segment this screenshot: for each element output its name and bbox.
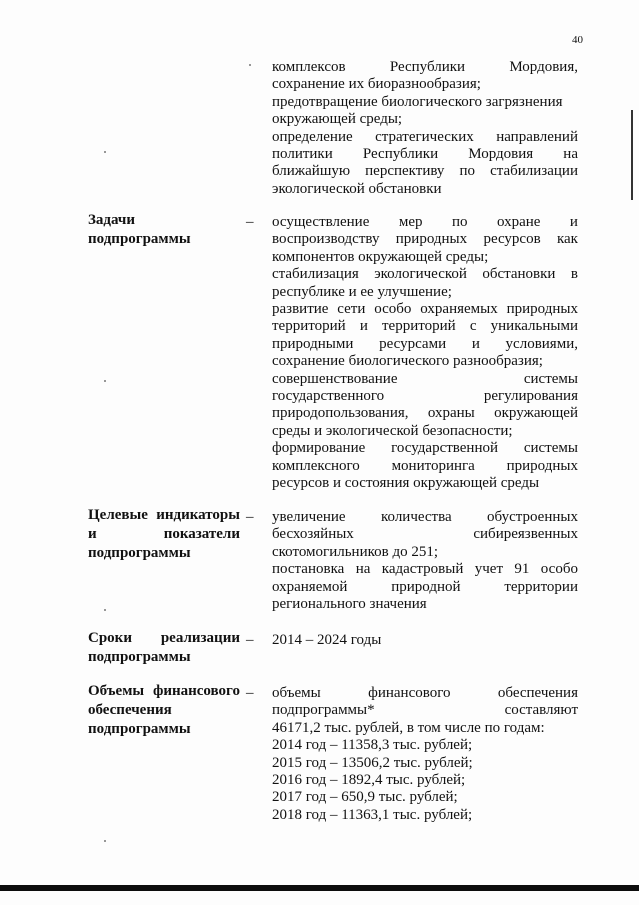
section-content-line xyxy=(272,301,578,318)
section-dash: – xyxy=(246,509,254,525)
section-content-line xyxy=(272,755,578,772)
section-label-line xyxy=(88,231,191,248)
word: осуществление xyxy=(272,214,370,230)
intro-line xyxy=(272,94,578,111)
label-word: подпрограммы xyxy=(88,649,191,665)
label-word: Задачи xyxy=(88,212,136,228)
section-content-line xyxy=(272,440,578,457)
label-word: индикаторы xyxy=(156,507,240,523)
section-dash: – xyxy=(246,214,254,230)
intro-line xyxy=(272,111,578,128)
section-content-line xyxy=(272,596,578,613)
section-content-line xyxy=(272,214,578,231)
label-word: подпрограммы xyxy=(88,721,191,737)
word: скотомогильников до 251; xyxy=(272,543,439,560)
word: объемы xyxy=(272,685,321,701)
word: и xyxy=(569,214,578,230)
word: сибиреязвенных xyxy=(473,526,578,543)
word: природными xyxy=(272,335,354,352)
section-content-line xyxy=(272,405,578,422)
label-word: Целевые xyxy=(88,507,148,523)
word: природных xyxy=(506,457,578,474)
section-dash: – xyxy=(246,632,254,648)
section-label-line xyxy=(88,212,135,229)
word: 2018 год – 11363,1 тыс. рублей; xyxy=(272,806,473,823)
word: направлений xyxy=(496,128,578,145)
section-content-line xyxy=(272,318,578,335)
word: и xyxy=(471,335,480,352)
word: 2017 год – 650,9 тыс. рублей; xyxy=(272,789,458,806)
section-content-line xyxy=(272,509,578,526)
label-word: показатели xyxy=(163,526,240,542)
word: на xyxy=(563,146,578,162)
section-content-line xyxy=(272,561,578,578)
word: территории xyxy=(504,578,578,595)
word: как xyxy=(556,231,578,248)
word: 2014 – 2024 годы xyxy=(272,632,382,648)
word: природных xyxy=(506,301,578,317)
word: Мордовия xyxy=(468,146,534,162)
section-content-line xyxy=(272,475,578,492)
word: природных xyxy=(395,231,468,248)
word: кадастровый xyxy=(381,561,464,578)
word: 2014 год – 11358,3 тыс. рублей; xyxy=(272,737,473,754)
word: экологической xyxy=(374,266,467,283)
word: 2015 год – 13506,2 тыс. рублей; xyxy=(272,754,473,771)
word: Республики xyxy=(362,146,439,162)
word: системы xyxy=(523,370,578,387)
word: ресурсов и состояния окружающей среды xyxy=(272,475,540,491)
label-word: и xyxy=(88,526,97,542)
section-content-line xyxy=(272,632,578,649)
word: мер xyxy=(398,214,423,230)
word: формирование xyxy=(272,440,366,457)
right-edge-shadow xyxy=(631,110,633,200)
word: воспроизводству xyxy=(272,231,380,248)
word: уникальными xyxy=(490,318,578,335)
word: территорий xyxy=(382,318,456,335)
label-word: подпрограммы xyxy=(88,545,191,561)
section-label-line xyxy=(88,507,240,524)
word: республике и ее улучшение; xyxy=(272,283,452,300)
page-number: 40 xyxy=(572,34,583,46)
word: перспективу xyxy=(365,163,445,180)
word: развитие xyxy=(272,301,329,317)
word: определение xyxy=(272,128,353,145)
word: территорий xyxy=(272,318,346,335)
section-content-line xyxy=(272,353,578,370)
word: компонентов окружающей среды; xyxy=(272,248,489,265)
scan-speck xyxy=(104,151,106,153)
word: ресурсами xyxy=(379,335,447,352)
word: системы xyxy=(523,440,578,457)
word: особо xyxy=(540,561,578,578)
section-label-line xyxy=(88,702,172,719)
word: 2016 год – 1892,4 тыс. рублей; xyxy=(272,772,466,788)
section-label-line xyxy=(88,649,191,666)
word: государственной xyxy=(391,440,499,457)
word: комплексного xyxy=(272,457,360,474)
section-content-line xyxy=(272,807,578,824)
section-content-line xyxy=(272,249,578,266)
section-content-line xyxy=(272,737,578,754)
section-content-line xyxy=(272,772,578,789)
word: обеспечения xyxy=(497,685,578,701)
intro-line xyxy=(272,76,578,93)
word: среды и экологической безопасности; xyxy=(272,422,513,439)
word: охраняемой xyxy=(272,578,348,595)
word: подпрограммы* xyxy=(272,702,375,719)
word: мониторинга xyxy=(391,457,475,474)
word: стратегических xyxy=(375,128,474,145)
word: окружающей среды; xyxy=(272,111,403,128)
section-content-line xyxy=(272,526,578,543)
scan-speck xyxy=(104,380,106,382)
section-content-line xyxy=(272,720,578,737)
label-word: Сроки xyxy=(88,630,132,646)
word: совершенствование xyxy=(272,370,398,387)
word: стабилизация xyxy=(272,266,359,283)
word: регулирования xyxy=(483,388,578,404)
section-content-line xyxy=(272,458,578,475)
word: на xyxy=(355,561,371,578)
word: с xyxy=(469,318,477,335)
section-content-line xyxy=(272,544,578,561)
word: сохранение их биоразнообразия; xyxy=(272,76,481,93)
section-content-line xyxy=(272,423,578,440)
word: 46171,2 тыс. рублей, в том числе по годам: xyxy=(272,719,545,736)
word: и xyxy=(359,318,368,335)
section-content-line xyxy=(272,371,578,388)
section-dash: – xyxy=(246,685,254,701)
bottom-scan-bar xyxy=(0,885,639,891)
word: обустроенных xyxy=(487,509,578,525)
word: ближайшую xyxy=(272,163,351,180)
word: охране xyxy=(496,214,541,230)
section-label-line xyxy=(88,721,191,738)
label-word: Объемы xyxy=(88,683,145,699)
label-word: реализации xyxy=(160,630,240,646)
word: бесхозяйных xyxy=(272,526,354,543)
word: природопользования, xyxy=(272,405,409,422)
word: предотвращение биологического загрязнения xyxy=(272,93,563,110)
section-label-line xyxy=(88,683,240,700)
word: Мордовия, xyxy=(509,59,578,75)
word: по xyxy=(459,163,476,180)
word: окружающей xyxy=(494,405,578,422)
word: по xyxy=(451,214,468,230)
section-content-line xyxy=(272,266,578,283)
word: регионального значения xyxy=(272,596,427,612)
word: постановка xyxy=(272,561,345,578)
scan-speck xyxy=(104,609,106,611)
section-label-line xyxy=(88,630,240,647)
word: охраны xyxy=(427,405,475,422)
word: составляют xyxy=(504,702,578,719)
word: охраняемых xyxy=(420,301,498,317)
section-content-line xyxy=(272,231,578,248)
section-content-line xyxy=(272,579,578,596)
word: в xyxy=(570,266,578,283)
label-word: финансового xyxy=(152,683,240,699)
scan-speck xyxy=(104,840,106,842)
intro-line xyxy=(272,181,578,198)
label-word: обеспечения xyxy=(88,702,172,718)
word: условиями, xyxy=(505,335,578,352)
section-label-line xyxy=(88,526,240,543)
word: увеличение xyxy=(272,509,346,525)
section-content-line xyxy=(272,789,578,806)
word: экологической обстановки xyxy=(272,180,442,197)
label-word: подпрограммы xyxy=(88,231,191,247)
word: финансового xyxy=(368,685,451,701)
scan-speck xyxy=(249,64,251,66)
word: стабилизации xyxy=(490,163,578,180)
intro-line xyxy=(272,146,578,163)
section-content-line xyxy=(272,685,578,702)
intro-line xyxy=(272,59,578,76)
word: 91 xyxy=(514,561,530,578)
section-content-line xyxy=(272,702,578,719)
word: сохранение биологического разнообразия; xyxy=(272,353,543,370)
word: Республики xyxy=(389,59,466,75)
word: особо xyxy=(374,301,412,317)
word: учет xyxy=(474,561,504,578)
word: обстановки xyxy=(482,266,556,283)
word: комплексов xyxy=(272,59,346,75)
word: природной xyxy=(391,578,461,595)
section-content-line xyxy=(272,284,578,301)
section-content-line xyxy=(272,336,578,353)
intro-line xyxy=(272,163,578,180)
section-label-line xyxy=(88,545,191,562)
word: ресурсов xyxy=(483,231,541,248)
intro-line xyxy=(272,129,578,146)
word: сети xyxy=(337,301,366,317)
section-content-line xyxy=(272,388,578,405)
word: государственного xyxy=(272,388,385,404)
word: количества xyxy=(380,509,452,525)
word: политики xyxy=(272,146,333,162)
